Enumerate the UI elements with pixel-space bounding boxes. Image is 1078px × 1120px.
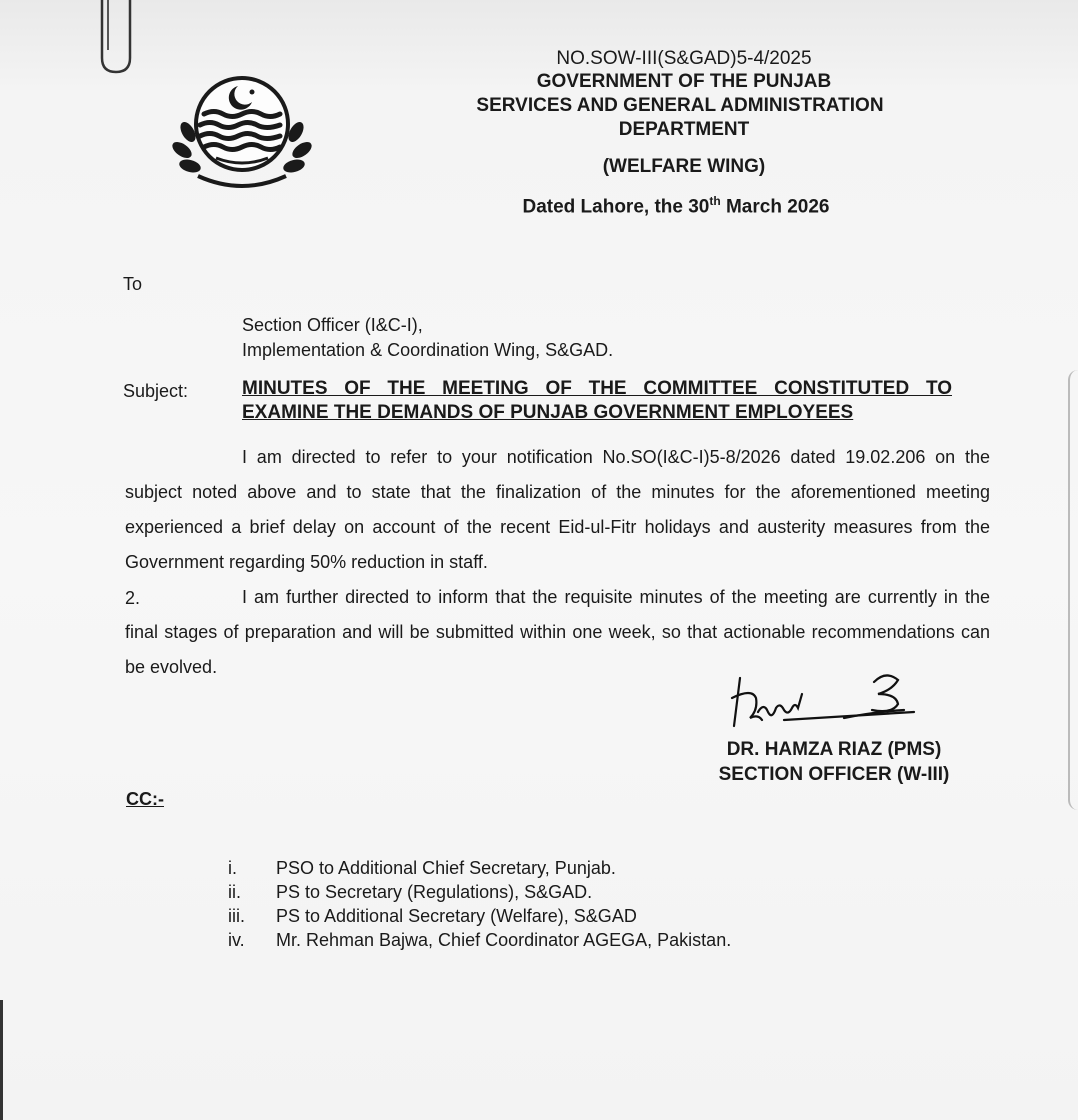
department-title-line2: DEPARTMENT [618, 119, 750, 140]
government-title: GOVERNMENT OF THE PUNJAB [536, 71, 832, 92]
cc-item-number: i. [228, 858, 237, 878]
cc-item-number: ii. [228, 882, 241, 902]
issue-date [382, 194, 970, 218]
addressee-line2: Implementation & Coordination Wing, S&GAD. [242, 340, 614, 360]
wing-title: (WELFARE WING) [602, 156, 766, 177]
subject-line2: EXAMINE THE DEMANDS OF PUNJAB GOVERNMENT EMPLOYEES [242, 402, 854, 423]
subject-line1: MINUTES OF THE MEETING OF THE COMMITTEE CONSTITUTED TO [242, 378, 952, 399]
cc-item-text: PS to Secretary (Regulations), S&GAD. [276, 882, 593, 902]
department-title-line1: SERVICES AND GENERAL ADMINISTRATION [476, 95, 884, 116]
to-label: To [123, 274, 143, 294]
handwritten-signature [724, 668, 924, 738]
cc-item-text: PS to Additional Secretary (Welfare), S&GAD [276, 906, 637, 926]
date-rest: March 2026 [720, 196, 830, 218]
cc-item-text: PSO to Additional Chief Secretary, Punjab. [276, 858, 616, 878]
body-paragraph-2: I am further directed to inform that the requisite minutes of the meeting are currently in the final stages of preparation and will be submitted within one week, so that actionable recommendations can be evolved. [125, 587, 990, 677]
date-prefix: Dated Lahore, the 30 [522, 196, 710, 218]
subject-label: Subject: [123, 381, 189, 401]
addressee-line1: Section Officer (I&C-I), [242, 315, 423, 335]
paragraph-2-number: 2. [125, 588, 141, 608]
signatory-designation: SECTION OFFICER (W-III) [718, 764, 950, 785]
paper-clip-icon [96, 0, 134, 78]
cc-item-number: iv. [228, 930, 245, 950]
date-ordinal: th [709, 194, 721, 208]
cc-item [228, 880, 731, 904]
cc-item [228, 856, 731, 880]
cc-item-number: iii. [228, 906, 245, 926]
body-paragraph-1: I am directed to refer to your notification No.SO(I&C-I)5-8/2026 dated 19.02.206 on the subject noted above and to state that the finalization of the minutes for the aforementioned meeting experienced a brief delay on account of the recent Eid-ul-Fitr holidays and austerity measures from the Government regarding 50% reduction in staff. [125, 447, 990, 572]
cc-item-text: Mr. Rehman Bajwa, Chief Coordinator AGEGA, Pakistan. [276, 930, 732, 950]
reference-number: NO.SOW-III(S&GAD)5-4/2025 [556, 48, 812, 69]
page-fold-edge [1068, 370, 1078, 810]
cc-item [228, 928, 731, 952]
cc-label: CC:- [126, 789, 164, 809]
punjab-government-emblem-icon [168, 72, 316, 190]
signatory-name: DR. HAMZA RIAZ (PMS) [726, 739, 942, 760]
cc-item [228, 904, 731, 928]
scan-edge-shadow [0, 1000, 3, 1120]
cc-list [228, 856, 731, 952]
